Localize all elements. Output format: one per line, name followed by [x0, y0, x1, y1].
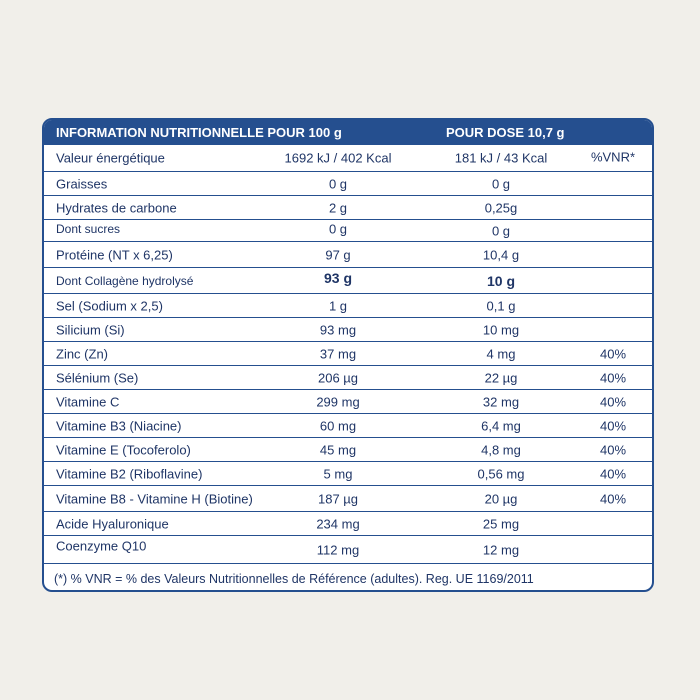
row-dose: 25 mg: [482, 516, 520, 531]
row-name: Acide Hyaluronique: [56, 516, 169, 531]
row-vnr: 40%: [599, 346, 627, 361]
row-per100: 97 g: [325, 247, 351, 262]
table-row: [44, 512, 652, 536]
row-name-prefix: Dont: [56, 273, 85, 288]
vnr-header: %VNR*: [590, 149, 636, 165]
row-name: Coenzyme Q10: [56, 538, 147, 554]
row-dose: 22 µg: [484, 370, 518, 385]
row-per100: 0 g: [328, 221, 348, 237]
row-per100: 1692 kJ / 402 Kcal: [284, 150, 392, 166]
row-per100: 60 mg: [319, 418, 357, 433]
row-per100: 299 mg: [316, 394, 360, 409]
row-name: Sélénium (Se): [56, 370, 139, 385]
table-row: [44, 438, 652, 462]
row-per100: 2 g: [328, 200, 348, 215]
table-header: [44, 120, 652, 145]
row-vnr: 40%: [599, 370, 627, 385]
row-name: Vitamine E (Tocoferolo): [56, 442, 191, 457]
table-row-energy: [44, 145, 652, 172]
footnote: (*) % VNR = % des Valeurs Nutritionnelles de Référence (adultes). Reg. UE 1169/2011: [54, 572, 534, 586]
table-row: [44, 196, 652, 220]
row-dose: 10 mg: [482, 322, 520, 337]
row-name: Valeur énergétique: [56, 150, 165, 166]
row-name: Graisses: [56, 176, 108, 191]
row-name: Hydrates de carbone: [56, 200, 177, 215]
table-row: [44, 366, 652, 390]
row-per100: 93 mg: [319, 322, 357, 337]
header-dose-title: POUR DOSE 10,7 g: [446, 125, 565, 140]
row-name: Vitamine B8 - Vitamine H (Biotine): [56, 491, 253, 506]
row-dose: 10 g: [486, 272, 515, 289]
row-dose: 32 mg: [482, 394, 520, 409]
row-per100: 45 mg: [319, 442, 357, 457]
row-vnr: 40%: [599, 491, 627, 506]
row-vnr: 40%: [599, 466, 627, 481]
row-vnr: 40%: [599, 418, 627, 433]
table-row: [44, 414, 652, 438]
row-per100: 5 mg: [323, 466, 353, 481]
table-row: [44, 462, 652, 486]
header-per100-title: INFORMATION NUTRITIONNELLE POUR 100 g: [56, 125, 342, 140]
row-name: Sel (Sodium x 2,5): [56, 298, 163, 313]
row-dose: 6,4 mg: [481, 418, 521, 433]
row-dose: 0,25g: [484, 200, 518, 215]
row-dose: 10,4 g: [482, 247, 520, 262]
row-dose: 0 g: [491, 176, 511, 191]
table-row-collagen: [44, 268, 652, 294]
row-dose: 4,8 mg: [481, 442, 521, 457]
row-dose: 20 µg: [484, 491, 518, 506]
row-per100: 0 g: [328, 176, 348, 191]
table-row: [44, 318, 652, 342]
table-row: [44, 486, 652, 512]
row-per100: 1 g: [328, 298, 348, 313]
row-dose: 12 mg: [482, 542, 520, 557]
table-row: [44, 294, 652, 318]
row-name: Silicium (Si): [56, 322, 125, 337]
table-row: [44, 536, 652, 564]
table-row: [44, 172, 652, 196]
row-name: [56, 274, 193, 288]
row-per100: 234 mg: [316, 516, 360, 531]
row-name: Protéine (NT x 6,25): [56, 247, 173, 262]
row-vnr: 40%: [599, 442, 627, 457]
row-dose: 0 g: [491, 223, 511, 238]
row-name: Zinc (Zn): [56, 346, 108, 361]
row-dose: 181 kJ / 43 Kcal: [454, 150, 548, 166]
row-dose: 4 mg: [486, 346, 516, 361]
nutrition-table: [42, 118, 654, 592]
row-name: Vitamine B2 (Riboflavine): [56, 466, 203, 481]
row-name: Vitamine B3 (Niacine): [56, 418, 182, 433]
row-per100: 206 µg: [317, 370, 359, 385]
table-row: [44, 342, 652, 366]
row-per100: 112 mg: [316, 542, 360, 557]
row-name-main: Collagène hydrolysé: [84, 273, 194, 288]
row-dose: 0,56 mg: [477, 466, 525, 481]
row-name: Dont sucres: [56, 222, 121, 236]
row-per100: 37 mg: [319, 346, 357, 361]
table-row: [44, 220, 652, 242]
table-row: [44, 390, 652, 414]
table-row: [44, 242, 652, 268]
row-dose: 0,1 g: [486, 298, 516, 313]
row-name: Vitamine C: [56, 394, 120, 409]
row-per100: 187 µg: [317, 491, 359, 506]
row-vnr: 40%: [599, 394, 627, 409]
row-per100: 93 g: [323, 270, 352, 286]
